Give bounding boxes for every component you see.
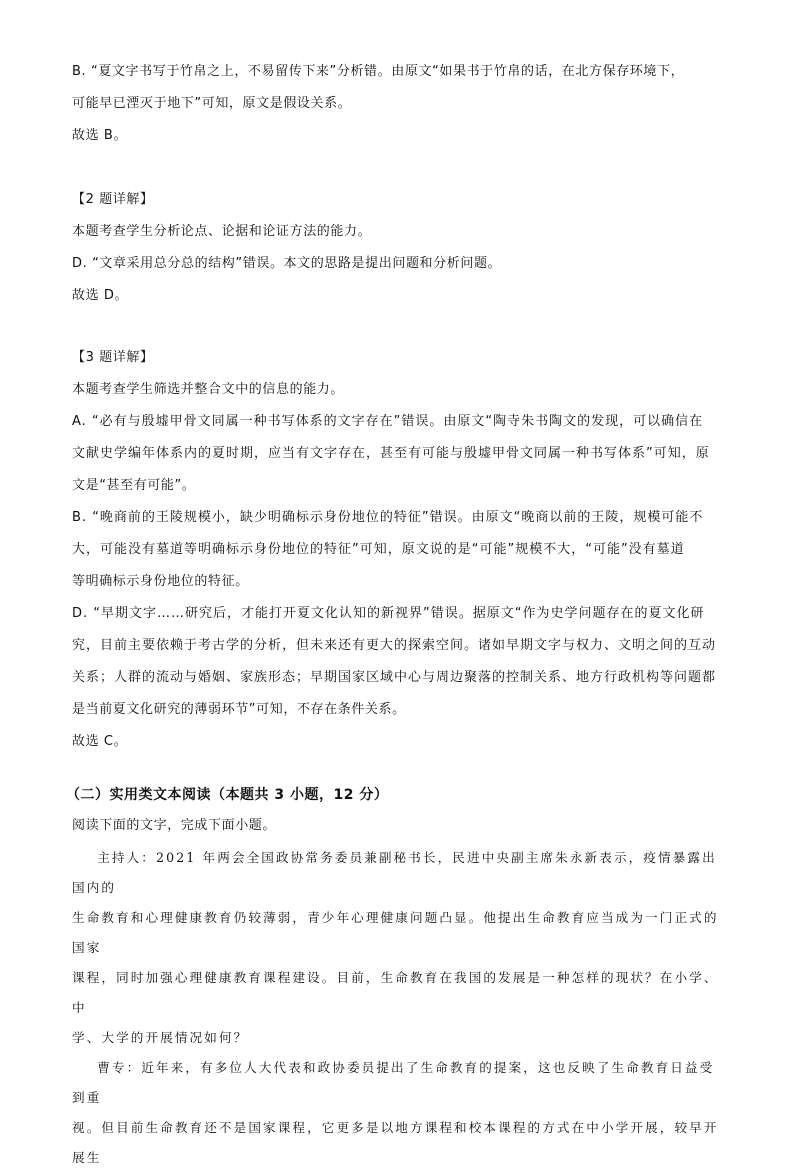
q3-option-d-line-3: 关系；人群的流动与婚姻、家族形态；早期国家区域中心与周边聚落的控制关系、地方行政机构等问题都 [72,670,717,685]
q3-intro: 本题考查学生筛选并整合文中的信息的能力。 [72,382,345,397]
q3-option-b-line-1: B. “晚商前的王陵规模小，缺少明确标示身份地位的特征”错误。由原文“晚商以前的王陵，规模可能不 [72,510,704,525]
section-q1-tail [72,56,722,152]
q3-option-d-line-1: D. “早期文字……研究后，才能打开夏文化认知的新视界”错误。据原文“作为史学问题存在的夏文化研 [72,606,705,621]
section-q2 [72,184,722,312]
q3-option-b-line-3: 等明确标示身份地位的特征。 [72,574,249,589]
part2-instruction: 阅读下面的文字，完成下面小题。 [72,818,277,833]
q3-answer: 故选 C。 [72,734,128,749]
q3-option-b-line-2: 大，可能没有墓道等明确标示身份地位的特征”可知，原文说的是“可能”规模不大，“可能”没有墓道 [72,542,685,557]
part2-heading: （二）实用类文本阅读（本题共 3 小题，12 分） [66,787,389,803]
section-q3 [72,342,722,758]
passage-para1-line-3: 课程，同时加强心理健康教育课程建设。目前，生命教育在我国的发展是一种怎样的现状？在小学、中 [72,970,719,1015]
section-passage [72,843,728,1173]
q2-answer: 故选 D。 [72,288,129,303]
passage-para1-line-4: 学、大学的开展情况如何？ [72,1030,249,1045]
q3-option-a-line-2: 文献史学编年体系内的夏时期，应当有文字存在，甚至有可能与殷墟甲骨文同属一种书写体系”可知，原 [72,446,710,461]
option-b-line-2: 可能早已湮灭于地下”可知，原文是假设关系。 [72,96,352,111]
option-b-line-1: B. “夏文字书写于竹帛之上，不易留传下来”分析错。由原文“如果书于竹帛的话，在北方保存环境下， [72,64,685,79]
section-part2-heading [66,783,716,807]
passage-para1-line-1: 主持人：2021 年两会全国政协常务委员兼副秘书长，民进中央副主席朱永新表示，疫情暴露出国内的 [72,850,717,895]
section-part2-instruction [72,810,722,842]
passage-para2-line-2: 视。但目前生命教育还不是国家课程，它更多是以地方课程和校本课程的方式在中小学开展，较早开展生 [72,1120,719,1165]
q2-title: 【2 题详解】 [72,192,154,207]
q2-option-d: D. “文章采用总分总的结构”错误。本文的思路是提出问题和分析问题。 [72,256,502,271]
passage-para1-line-2: 生命教育和心理健康教育仍较薄弱，青少年心理健康问题凸显。他提出生命教育应当成为一门正式的国家 [72,910,719,955]
passage-para2-line-1: 曹专：近年来，有多位人大代表和政协委员提出了生命教育的提案，这也反映了生命教育日益受到重 [72,1060,715,1105]
q3-option-d-line-4: 是当前夏文化研究的薄弱环节”可知，不存在条件关系。 [72,702,406,717]
q3-option-d-line-2: 究，目前主要依赖于考古学的分析，但未来还有更大的探索空间。诸如早期文字与权力、文明之间的互动 [72,638,717,653]
q3-option-a-line-3: 文是“甚至有可能”。 [72,478,196,493]
q3-title: 【3 题详解】 [72,350,154,365]
answer-b: 故选 B。 [72,128,128,143]
q2-intro: 本题考查学生分析论点、论据和论证方法的能力。 [72,224,372,239]
q3-option-a-line-1: A. “必有与殷墟甲骨文同属一种书写体系的文字存在”错误。由原文“陶寺朱书陶文的发现，可以确信在 [72,414,704,429]
